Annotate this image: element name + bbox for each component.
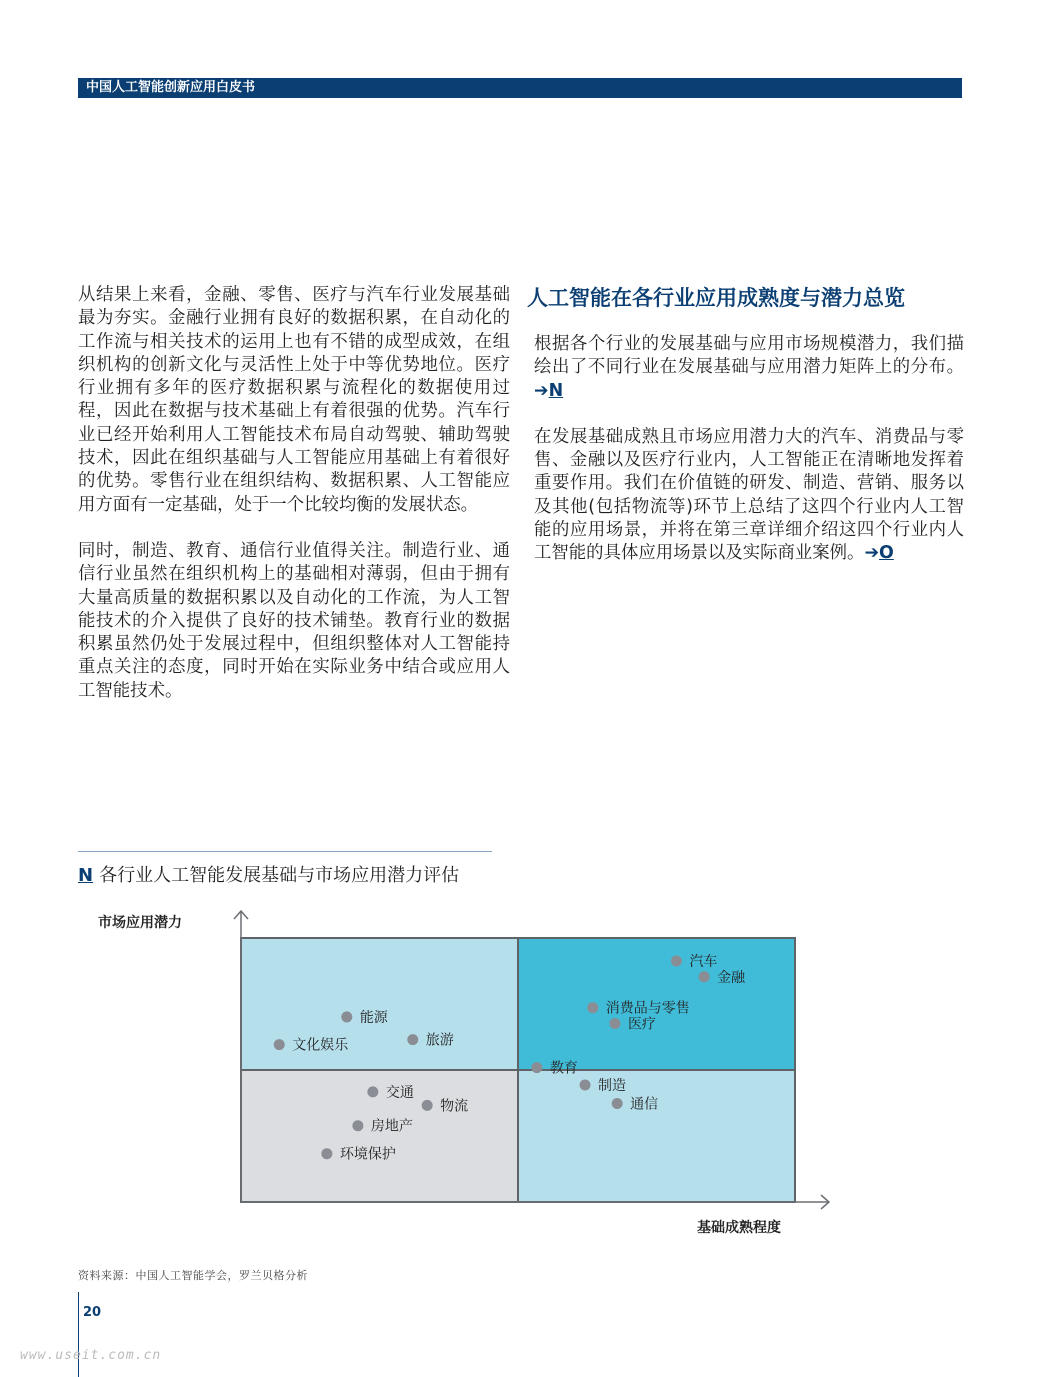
data-point-marker [352,1120,363,1131]
data-point-marker [321,1148,332,1159]
figure-title-text: 各行业人工智能发展基础与市场应用潜力评估 [99,865,460,886]
arrow-right-icon: ➔ [864,543,880,564]
data-point-label: 交通 [385,1084,414,1101]
data-point-label: 能源 [359,1009,388,1026]
data-point-marker [671,955,682,966]
data-point-label: 消费品与零售 [605,1000,690,1017]
data-point-marker [612,1098,623,1109]
data-point-label: 制造 [598,1078,627,1095]
y-axis-label: 市场应用潜力 [98,915,182,931]
page-number: 20 [83,1305,102,1320]
data-point-label: 环境保护 [339,1146,396,1163]
data-point-label: 汽车 [689,953,718,970]
data-point-label: 金融 [717,969,746,986]
data-point-label: 旅游 [425,1032,454,1049]
data-point-label: 通信 [630,1096,659,1113]
data-point-marker [531,1062,542,1073]
data-point-marker [580,1080,591,1091]
figure-n-link-label: N [548,380,564,401]
left-paragraph-1: 从结果上来看，金融、零售、医疗与汽车行业发展基础最为夯实。金融行业拥有良好的数据积累，在自动化的工作流与相关技术的运用上也有不错的成型成效，在组织机构的创新文化与灵活性上处于中等优势地位。医疗行业拥有多年的医疗数据积累与流程化的数据使用过程，因此在数据与技术基础上有着很强的优势。汽车行业已经开始利用人工智能技术布局自动驾驶、辅助驾驶技术，因此在组织基础与人工智能应用基础上有着很好的优势。零售行业在组织结构、数据积累、人工智能应用方面有一定基础，处于一个比较均衡的发展状态。 [78,285,510,515]
data-point-marker [609,1018,620,1029]
data-point-marker [274,1039,285,1050]
quadrant-top-left [241,938,518,1070]
data-point-label: 物流 [440,1098,469,1115]
data-point-marker [341,1011,352,1022]
source-note: 资料来源：中国人工智能学会，罗兰贝格分析 [78,1269,308,1282]
quadrant-bottom-right [518,1070,795,1202]
data-point-label: 房地产 [370,1118,413,1135]
data-point-marker [587,1002,598,1013]
data-point-marker [367,1086,378,1097]
data-point-label: 文化娱乐 [292,1037,349,1054]
quadrant-bottom-left [241,1070,518,1202]
watermark: www.useit.com.cn [20,1348,162,1363]
figure-letter: N [78,865,94,886]
section-title: 人工智能在各行业应用成熟度与潜力总览 [527,286,905,310]
figure-o-link-label: O [879,543,894,564]
arrow-right-icon: ➔ [534,380,549,401]
data-point-marker [407,1034,418,1045]
x-axis-label: 基础成熟程度 [697,1220,781,1236]
data-point-label: 医疗 [627,1016,656,1033]
left-paragraph-2: 同时，制造、教育、通信行业值得关注。制造行业、通信行业虽然在组织机构上的基础相对薄弱，但由于拥有大量高质量的数据积累以及自动化的工作流，为人工智能技术的介入提供了良好的技术铺垫。教育行业的数据积累虽然仍处于发展过程中，但组织整体对人工智能持重点关注的态度，同时开始在实际业务中结合或应用人工智能技术。 [78,540,510,701]
page-margin-rule [78,1292,79,1377]
right-paragraph-1-text: 根据各个行业的发展基础与应用市场规模潜力，我们描绘出了不同行业在发展基础与应用潜力矩阵上的分布。 [534,334,964,378]
data-point-label: 教育 [549,1060,578,1077]
header-title: 中国人工智能创新应用白皮书 [86,80,256,95]
right-paragraph-2-text: 在发展基础成熟且市场应用潜力大的汽车、消费品与零售、金融以及医疗行业内，人工智能正在清晰地发挥着重要作用。我们在价值链的研发、制造、营销、服务以及其他(包括物流等)环节上总结了这四个行业内人工智能的应用场景，并将在第三章详细介绍这四个行业内人工智能的具体应用场景以及实际商业案例。 [534,426,964,564]
data-point-marker [699,971,710,982]
data-point-marker [422,1100,433,1111]
